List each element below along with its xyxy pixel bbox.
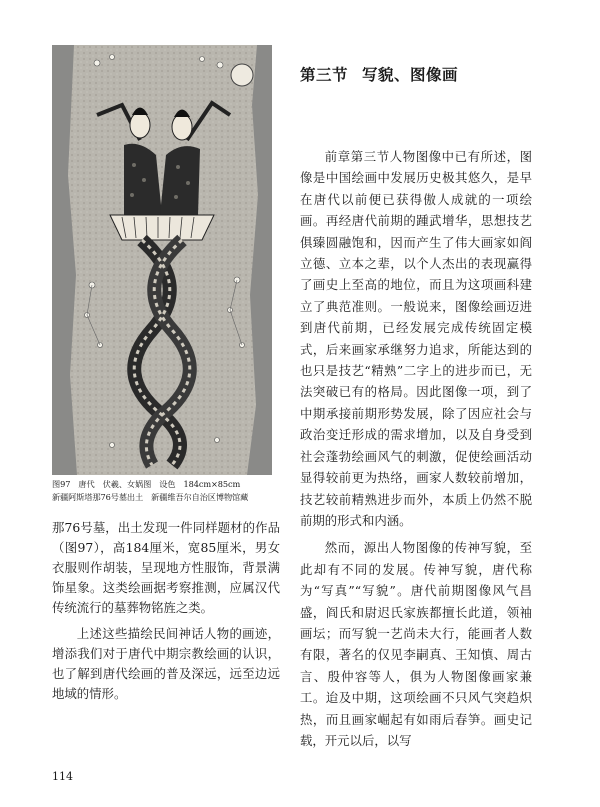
caption-line-1: 图97 唐代 伏羲、女娲图 设色 184cm×85cm xyxy=(52,479,241,489)
fuxi-nuwa-painting xyxy=(52,45,272,475)
left-paragraph-1: 那76号墓，出土发现一件同样题材的作品（图97），高184厘米，宽85厘米，男女衣服则作胡装，呈现地方性服饰，背景满饰星象。这类绘画据考察推测，应属汉代传统流行的墓葬物铭旌之类。 xyxy=(52,520,280,615)
figure-caption xyxy=(52,478,280,504)
page-number: 114 xyxy=(52,770,73,783)
right-paragraph-2: 然而，源出人物图像的传神写貌，至此却有不同的发展。传神写貌，唐代称为“写真”“写貌”。唐代前期图像风气昌盛，阎氏和尉迟氏家族都擅长此道，领袖画坛；而写貌一艺尚未大行，能画者人数有限，著名的仅见李嗣真、王知慎、周古言、殷仲容等人，俱为人物图像画家兼工。迨及中期，这项绘画不只风气突趋炽热，而且画家崛起有如雨后春笋。画史记载，开元以后，以写 xyxy=(300,540,532,748)
caption-line-2: 新疆阿斯塔那76号墓出土 新疆维吾尔自治区博物馆藏 xyxy=(52,492,249,502)
left-paragraph-2: 上述这些描绘民间神话人物的画迹，增添我们对于唐代中期宗教绘画的认识，也了解到唐代绘画的普及深远，远至边远地域的情形。 xyxy=(52,626,280,701)
section-number: 第三节 xyxy=(300,65,349,84)
left-column xyxy=(52,518,280,704)
right-paragraph-1: 前章第三节人物图像中已有所述，图像是中国绘画中发展历史极其悠久，是早在唐代以前便已获得傲人成就的一项绘画。再经唐代前期的踵武增华，思想技艺俱臻圆融饱和，因而产生了伟大画家如阎立德、立本之辈，以个人杰出的表现赢得了画史上至高的地位，而且为这项画科建立了典范准则。一般说来，图像绘画迈进到唐代前期，已经发展完成传统固定模式，后来画家承继努力追求，所能达到的也只是技艺“精熟”二字上的进步而已，无法突破已有的格局。因此图像一项，到了中期承接前期形势发展，除了因应社会与政治变迁形成的需求增加，以及自身受到社会蓬勃绘画风气的刺激，促使绘画活动显得较前更为热络，画家人数较前增加，技艺较前精熟进步而外，本质上仍然不脱前期的形式和内涵。 xyxy=(300,149,532,528)
section-title: 写貌、图像画 xyxy=(362,65,459,84)
section-heading xyxy=(300,63,458,85)
right-column xyxy=(300,146,532,751)
